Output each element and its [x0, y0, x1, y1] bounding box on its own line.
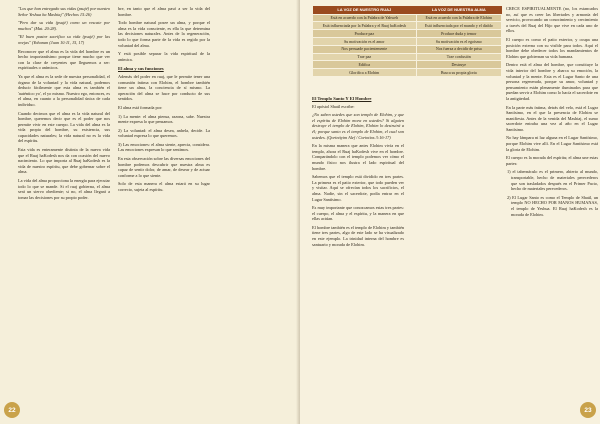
- table-cell: Trae confusión: [416, 53, 501, 61]
- paragraph: El cuerpo es como el patio exterior, y ocupa una posición externa con su visible para todos. Aquí el hombre debe obedecer todos los mandamientos de Elohim que gobiernan su vida humana.: [506, 36, 598, 59]
- voice-table-wrap: [312, 6, 502, 81]
- paragraph: Además del poder en ruaj, que le permite tener una comunión íntima con Elohim, el hombre también tiene un alma, la conciencia de sí mismo. La operación del alma se hace por conducto de sus sentidos.: [118, 73, 210, 102]
- table-cell: Produce paz: [313, 30, 417, 38]
- numbered-item: 2) La voluntad: el alma desea, anhela, decide. La voluntad expresa lo que queremos.: [118, 127, 210, 139]
- table-cell: Produce duda y temor: [416, 30, 501, 38]
- left-col-1: [18, 6, 110, 203]
- numbered-item: 3) Las emociones: el alma siente, aprecia, considera. Las emociones expresan lo que sentimos.: [118, 141, 210, 153]
- paragraph: Dentro está el alma del hombre, que constituye la vida interior del hombre y abarca su emoción, la voluntad y la mente. Esta es el Lugar Santo de una persona regenerada, porque su amor, voluntad y pensamiento están plenamente iluminados para que puedan servir a Elohim como lo hacía el sacerdote en la antigüedad.: [506, 62, 598, 101]
- page-number-badge: 23: [580, 402, 596, 418]
- paragraph: No hay lámpara ni luz alguna en el Lugar Santísimo, porque Elohim vive allí. En el Lugar Santísimo está la gloria de Elohim.: [506, 135, 598, 152]
- paragraph: El hombre también es el templo de Elohim y también tiene tres partes, algo de este lado se ha visualizado en este ejemplo. La trinidad interna del hombre es santuario y morada de Elohim.: [312, 224, 404, 247]
- table-cell: Su motivación es el egoísmo: [416, 37, 501, 45]
- table-header: LA VOZ DE NUESTRA ALMA: [416, 6, 501, 14]
- table-cell: Edifica: [313, 61, 417, 69]
- paragraph: Es muy importante que conozcamos estas tres partes: el cuerpo, el alma y el espíritu, y la manera en que ellas actúan.: [312, 205, 404, 222]
- paragraph: La vida del alma proporciona la energía para ejecutar todo lo que se mande. Si el ruaj gobierna, el alma será un siervo obediente; si no, el alma llegará a tomar las decisiones por su propio poder.: [18, 178, 110, 200]
- paragraph: Esta vida es enteramente distinta de la nueva vida que el Ruaj haKodesh nos da con ocasión del nuevo nacimiento. Lo que importa al Ruaj haKodesh es la vida de nuestro espíritu, que debe gobernar sobre el alma.: [18, 147, 110, 175]
- table-row: [313, 14, 502, 22]
- paragraph: Solo de esta manera el alma estará en su lugar correcto, sujeta al espíritu.: [118, 181, 210, 193]
- paragraph: En esta observación sobre las diversas emociones del hombre podemos descubrir que nuestra alma es capaz de sentir dolor, de amar, de desear y de actuar conforme a lo que siente.: [118, 156, 210, 178]
- quote-3: "El buen pastor sacrifica su vida (psujé) por las ovejas" (Yohanan (Juan 10:11, 15, 17): [18, 34, 110, 45]
- page-number-badge: 22: [4, 402, 20, 418]
- paragraph: El alma está formada por:: [118, 104, 163, 110]
- table-row: [313, 61, 502, 69]
- table-cell: Está influenciada por el mundo y el diablo: [416, 22, 501, 30]
- paragraph: bre, en tanto que el alma pasó a ser la vida del hombre.: [118, 6, 210, 17]
- paragraph: Ya que el alma es la sede de nuestra personalidad, el órgano de la voluntad y la vida natural, podemos deducir fácilmente que esta alma es también el 'auténtico yo', el yo mismo. Nuestro ego, entonces, es el alma, en cuanto a la personalidad única de cada individuo.: [18, 73, 111, 107]
- paragraph: Y está posible separar la vida espiritual de la anímica.: [118, 51, 210, 62]
- table-cell: Está en acuerdo con la Palabra de Yahweh: [313, 14, 417, 22]
- table-row: [313, 45, 502, 53]
- paragraph: En la misma manera que antes Elohim vivía en el templo, ahora el Ruaj haKodesh vive en el hombre. Comparándolo con el templo podemos ver cómo el mundo físico nos ilustra el lado espiritual del hombre.: [312, 143, 404, 171]
- table-cell: Nos fuerza a decidir de prisa: [416, 45, 501, 53]
- paragraph: CRECE ESPIRITUALMENTE (no, los estancados no, así que es creer las libertades y armonía del servicio, provocando un conocimiento y crecimiento a través del Ruaj del Hijo que vive en cada uno de ellos.: [506, 6, 598, 34]
- right-col-2: [506, 6, 598, 220]
- table-cell: Está en acuerdo con la Palabra de Elohim: [416, 14, 501, 22]
- quote-2: "Pero dar su vida (psujé) como un rescate por muchos" (Mat. 20:28).: [18, 20, 110, 31]
- scripture-quote: ¿No saben ustedes que son templo de Elohim, y que el espíritu de Elohim mora en ustedes? Si alguien destruye el templo de Elohim, Elohim lo destruirá a él; porque santo es el templo de Elohim, el cual son ustedes. (Qorintiyim Alef / Corintios 3:16-17): [312, 112, 404, 140]
- paragraph: Todo hombre natural posee un alma, y porque el alma es la vida consciente, es ella la que determina las decisiones naturales. Antes de la regeneración, todo lo que forma parte de la vida es regido por la voluntad del alma.: [118, 20, 210, 48]
- section-heading: El Templo Santo Y El Hombre: [312, 96, 372, 101]
- quote-1: "Los que han entregado sus vidas (psujé) por nuestro Señor Yeshua ha Mashiaj" (Hechos 15:26): [18, 6, 110, 17]
- table-cell: Busca su propia gloria: [416, 69, 501, 77]
- table-cell: Nos persuade pacientemente: [313, 45, 417, 53]
- right-col-1: [312, 92, 404, 250]
- paragraph: Cuando decimos que el alma es la vida natural del hombre, queremos decir que es el poder que nos permite vivir en este cuerpo. La vida del alma es la vida propia del hombre, su existencia, sus capacidades naturales; la vida natural no es la vida del espíritu.: [18, 110, 110, 144]
- right-page: [300, 0, 600, 424]
- table-cell: Está influenciada por la Palabra y el Ruaj haKodesh: [313, 22, 417, 30]
- numbered-item: 1) La mente: el alma piensa, razona, sabe. Nuestra mente expresa lo que pensamos.: [118, 113, 210, 125]
- section-heading: El alma y sus funciones: [118, 66, 164, 72]
- table-row: [313, 69, 502, 77]
- left-col-2: [118, 6, 210, 196]
- list-item: 1) el tabernáculo es el primero, abierto al mundo, transportable, hecho de materiales perecederos que son trasladados después en el Primer Pacto, hecho de materiales perecederos.: [507, 169, 598, 192]
- table-cell: Glorifica a Elohim: [313, 69, 417, 77]
- table-cell: Su motivación es el amor: [313, 37, 417, 45]
- list-item: 2) El Lugar Santo es como el Templo de Shaúl, un templo NO HECHO POR MANOS HUMANAS, el templo de Yeshua. El Ruaj haKodesh es la morada de Elohim.: [507, 194, 598, 217]
- paragraph: El apóstol Shaúl escribe:: [312, 103, 355, 109]
- table-row: [313, 22, 502, 30]
- paragraph: En la parte más íntima, detrás del velo, está el Lugar Santísimo, en el que la presencia de Elohim se manifiesta. Antes de la venida del Mashiaj, el sumo sacerdote entraba una vez al año en el Lugar Santísimo.: [506, 104, 598, 132]
- table-row: [313, 37, 502, 45]
- table-cell: Destruye: [416, 61, 501, 69]
- table-header: LA VOZ DE NUESTRO RUAJ: [313, 6, 417, 14]
- table-row: [313, 30, 502, 38]
- paragraph: El cuerpo es la morada del espíritu; el alma une estas partes:: [506, 155, 598, 166]
- table-cell: Trae paz: [313, 53, 417, 61]
- voice-comparison-table: [312, 6, 502, 77]
- paragraph: Reconocer que el alma es la vida del hombre es un hecho importantísimo porque tiene mucho que ver con la clase de creyentes que lleguemos a ser: espirituales o anímicos.: [18, 48, 110, 71]
- table-row: [313, 53, 502, 61]
- paragraph: Sabemos que el templo está dividido en tres partes. La primera es el patio exterior, que todo pueden ver y visitar. Aquí se ofrecían todos los sacrificios, el alma. Nadie, sin el sacerdote, podía entrar en el Lugar Santísimo.: [312, 174, 404, 202]
